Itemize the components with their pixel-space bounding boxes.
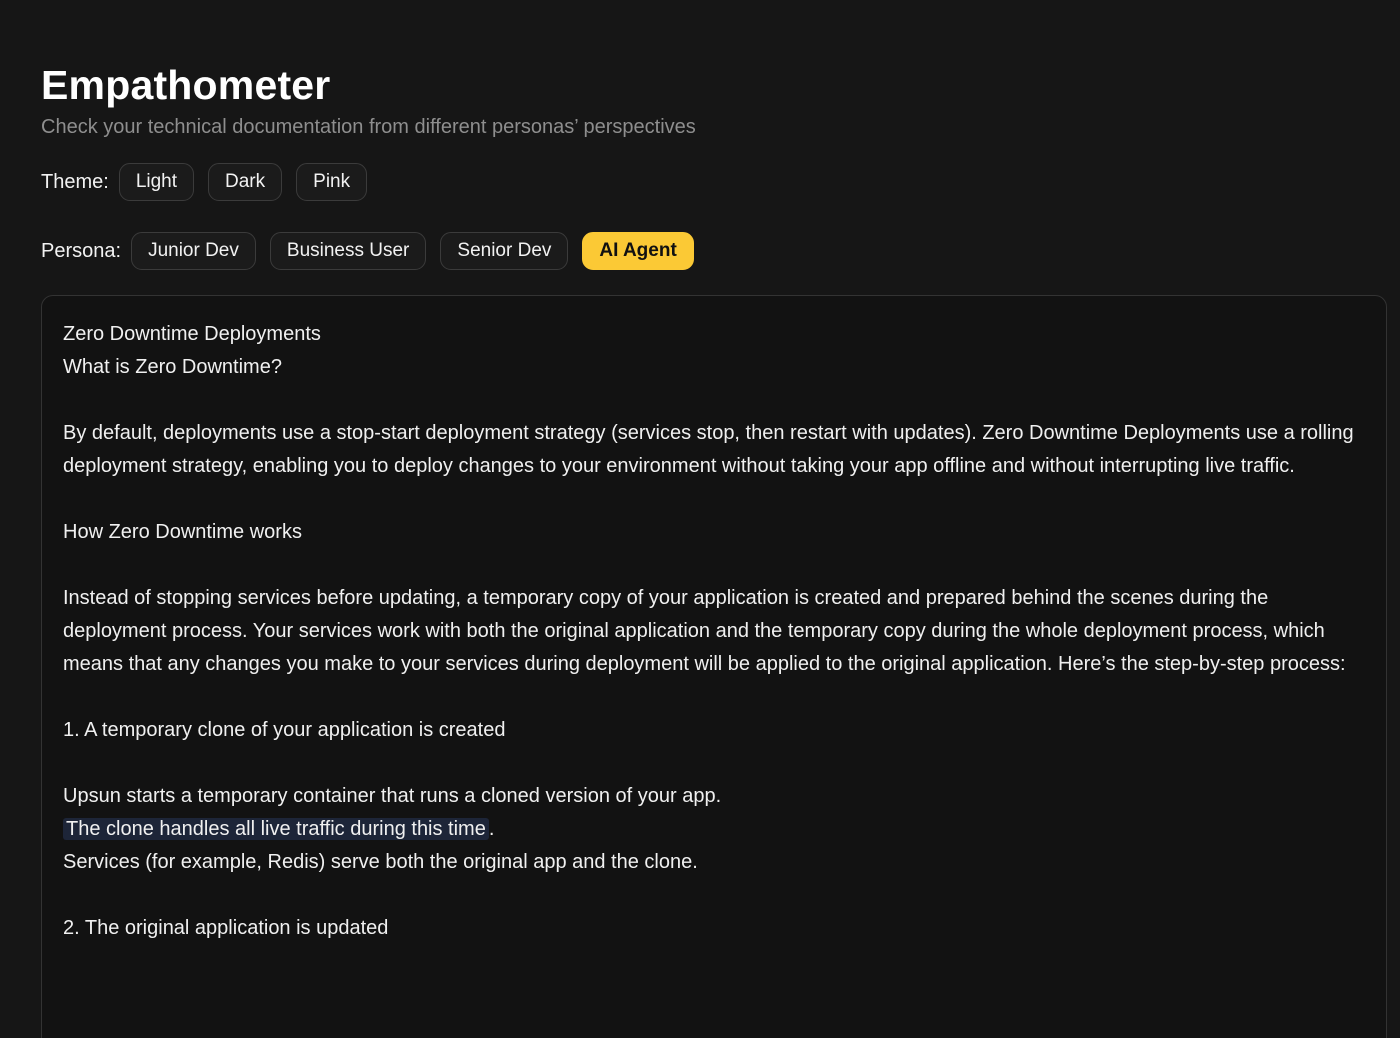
- persona-business-user-button[interactable]: Business User: [270, 232, 427, 270]
- theme-dark-button[interactable]: Dark: [208, 163, 282, 201]
- doc-step2-heading: 2. The original application is updated: [63, 917, 389, 939]
- theme-pink-button[interactable]: Pink: [296, 163, 367, 201]
- persona-junior-dev-button[interactable]: Junior Dev: [131, 232, 256, 270]
- documentation-panel[interactable]: [41, 295, 1387, 1038]
- theme-selector: [41, 162, 1387, 202]
- doc-heading: Zero Downtime Deployments: [63, 323, 321, 345]
- doc-paragraph-how-it-works: Instead of stopping services before updating, a temporary copy of your application is created and prepared behind the scenes during the deployment process. Your services work with both the original application and the temporary copy during the whole deployment process, which means that any changes you make to your services during deployment will be applied to the original application. Here’s the step-by-step process:: [63, 587, 1346, 675]
- theme-light-button[interactable]: Light: [119, 163, 194, 201]
- doc-step1-line3: Services (for example, Redis) serve both the original app and the clone.: [63, 851, 698, 873]
- doc-paragraph-intro: By default, deployments use a stop-start deployment strategy (services stop, then restart with updates). Zero Downtime Deployments use a rolling deployment strategy, enabling you to deploy changes to your environment without taking your app offline and without interrupting live traffic.: [63, 422, 1354, 477]
- theme-label: Theme:: [41, 170, 109, 193]
- doc-subheading: What is Zero Downtime?: [63, 356, 282, 378]
- doc-step1-line1: Upsun starts a temporary container that runs a cloned version of your app.: [63, 785, 722, 807]
- page-subtitle: Check your technical documentation from different personas’ perspectives: [41, 116, 696, 138]
- doc-section-heading: How Zero Downtime works: [63, 521, 302, 543]
- persona-ai-agent-button[interactable]: AI Agent: [582, 232, 693, 270]
- persona-senior-dev-button[interactable]: Senior Dev: [440, 232, 568, 270]
- page-title: Empathometer: [41, 62, 331, 108]
- persona-label: Persona:: [41, 239, 122, 262]
- doc-step1-heading: 1. A temporary clone of your application is created: [63, 719, 506, 741]
- sentence-end: .: [488, 818, 495, 840]
- persona-selector: [41, 231, 1387, 271]
- highlighted-sentence[interactable]: The clone handles all live traffic during this time: [63, 818, 489, 840]
- doc-step1-line2: [63, 813, 1364, 846]
